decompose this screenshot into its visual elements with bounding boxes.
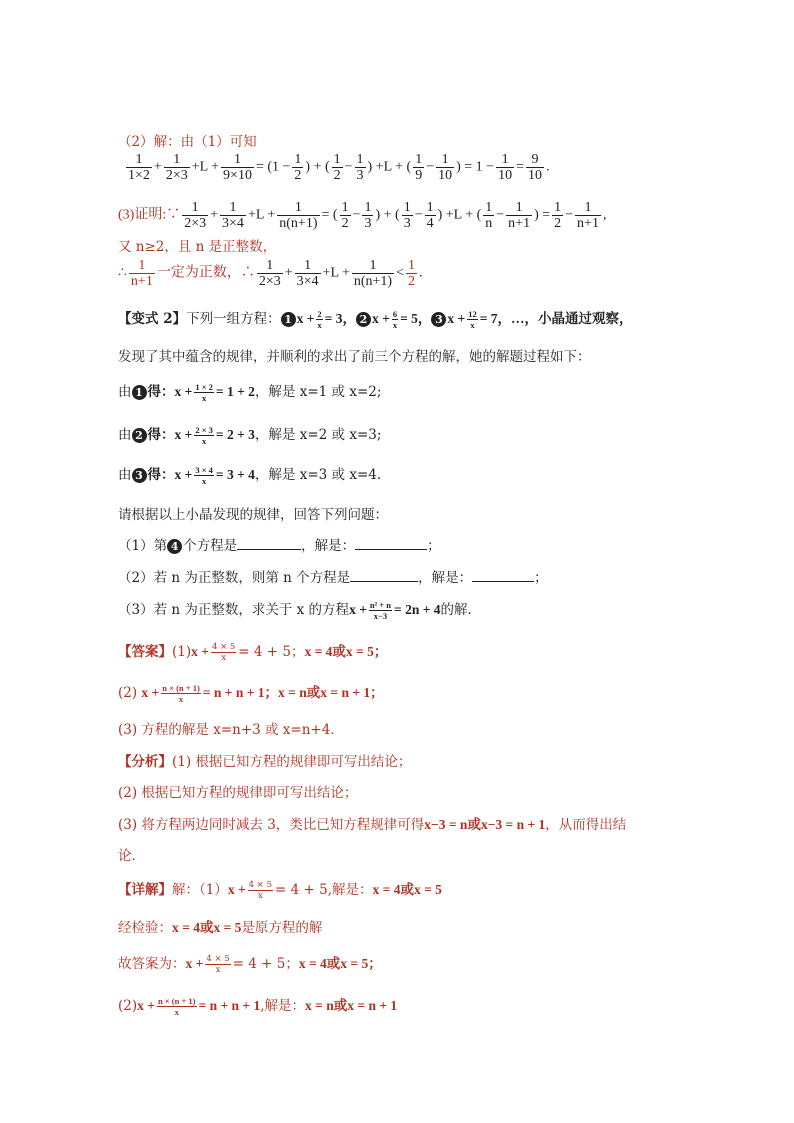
circled-number-icon: 2 [132,428,147,443]
fraction: $\frac{12}{x}$ [468,309,477,330]
fraction: $\frac{2 \times 3}{x}$ [195,425,213,446]
ask: 请根据以上小晶发现的规律，回答下列问题： [118,507,388,523]
fraction: $\frac{1}{9}$ [415,152,423,183]
fraction: $\frac{1}{3}$ [364,200,372,231]
fraction: $\frac{1}{2\times 3}$ [258,258,281,289]
fraction: $\frac{1}{2\times 3}$ [184,200,207,231]
frac: $\frac{1}{1\times 2}$ [128,152,150,183]
detail-3: 故答案为：x + $\frac{4 \times 5}{x}$ = 4 + 5；x = 4或x = 5； [118,954,382,975]
answer-1: 【答案】(1)x + $\frac{4 \times 5}{x}$ = 4 + 5；x = 4或x = 5； [118,642,388,663]
fraction: $\frac{3 \times 4}{x}$ [195,465,213,486]
circled-number-icon: 1 [281,312,296,327]
fraction: $\frac{1}{n(n+1)}$ [279,200,318,231]
question-1: （1）第 4 个方程是 ，解是： ； [118,535,441,556]
fraction: $\frac{1}{n+1}$ [130,258,153,289]
fraction: $\frac{1}{3}$ [356,152,364,183]
question-3: （3）若 n 为正整数，求关于 x 的方程x + $\frac{\text{n² + n}}{x-3}$ = 2n + 4的解． [118,600,482,621]
fraction: $\frac{1}{3}$ [403,200,411,231]
fraction: $\frac{\text{n² + n}}{x-3}$ [369,600,391,621]
fraction: $\frac{1}{3\times 4}$ [296,258,319,289]
answer-3: (3) 方程的解是 x=n+3 或 x=n+4． [118,722,344,738]
fraction: $\frac{1}{2}$ [408,258,416,289]
fraction: $\frac{1}{2\times 3}$ [165,152,188,183]
fraction: $\frac{n \times (n + 1)}{x}$ [157,996,196,1017]
analysis-1: 【分析】(1) 根据已知方程的规律即可写出结论； [118,754,412,770]
fraction: $\frac{1}{2}$ [294,152,302,183]
fraction: $\frac{n \times (n + 1)}{x}$ [162,683,200,704]
analysis-3: (3) 将方程两边同时减去 3，类比已知方程规律可得x−3 = n或x−3 = n + 1，从而得出结 [118,817,627,833]
circled-number-icon: 1 [132,385,147,400]
fraction: $\frac{4 \times 5}{x}$ [248,880,273,901]
fraction: $\frac{1}{4}$ [426,200,434,231]
fraction: $\frac{9}{10}$ [527,152,542,183]
fraction: $\frac{1 \times 2}{x}$ [195,382,213,403]
fraction: $\frac{1}{n+1}$ [508,200,531,231]
part2-equation: $\frac{1}{1\times 2}$ + $\frac{1}{2\times 3}$ +L + $\frac{1}{9\times 10}$ = (1 − $\frac{1}{2}$ ) + ( $\frac{1}{2}$ − $\frac{1}{3}$ ) +L + ( $\frac{1}{9}$ − $\frac{1}{10}$ ) = 1 − $\frac{1}{10}$ = $\frac{9}{10}$ . [128,152,550,183]
variant-question-line1: 【变式 2】下列一组方程： 1 x + $\frac{2}{x}$ = 3， 2 x + $\frac{6}{x}$ = 5， 3 x + $\frac{12}{x}$ = 7，…，小晶通过观察， [118,309,633,330]
detail-1: 【详解】解：（1）x + $\frac{4 \times 5}{x}$ = 4 + 5,解是：x = 4或x = 5 [118,880,442,901]
step-1: 由 1 得：x + $\frac{1 \times 2}{x}$ = 1 + 2，解是 x=1 或 x=2; [118,382,382,403]
fraction: $\frac{1}{n+1}$ [577,200,599,231]
fraction: $\frac{1}{2}$ [341,200,349,231]
circled-number-icon: 2 [356,312,371,327]
answer-blank [355,535,427,550]
fraction: $\frac{6}{x}$ [392,309,398,330]
fraction: $\frac{2}{x}$ [317,309,322,330]
part3-proof: (3)证明:∵ $\frac{1}{2\times 3}$ + $\frac{1}{3\times 4}$ +L + $\frac{1}{n(n+1)}$ = ( $\frac{1}{2}$ − $\frac{1}{3}$ ) + ( $\frac{1}{3}$ − $\frac{1}{4}$ ) +L + ( $\frac{1}{n}$ − $\frac{1}{n+1}$ ) = $\frac{1}{2}$ − $\frac{1}{n+1}$ , [118,200,607,231]
fraction: $\frac{1}{9\times 10}$ [223,152,252,183]
circled-number-icon: 3 [132,468,147,483]
fraction: $\frac{1}{10}$ [498,152,513,183]
analysis-2: (2) 根据已知方程的规律即可写出结论； [118,785,358,801]
answer-blank [472,567,534,582]
answer-blank [350,567,418,582]
fraction: $\frac{4 \times 5}{x}$ [211,642,236,663]
fraction: $\frac{1}{2}$ [554,200,562,231]
part3-note: 又 n≥2，且 n 是正整数， [118,239,277,255]
step-3: 由 3 得：x + $\frac{3 \times 4}{x}$ = 3 + 4，解是 x=3 或 x=4. [118,465,382,486]
variant-question-line2: 发现了其中蕴含的规律，并顺利的求出了前三个方程的解，她的解题过程如下： [118,349,591,365]
fraction: $\frac{4 \times 5}{x}$ [206,954,230,975]
fraction: $\frac{1}{10}$ [438,152,453,183]
fraction: $\frac{1}{2}$ [333,152,341,183]
answer-blank [237,535,301,550]
detail-4: (2)x + $\frac{n \times (n + 1)}{x}$ = n + n + 1,解是：x = n或x = n + 1 [118,996,398,1017]
part2-intro: （2）解：由（1）可知 [118,134,257,150]
question-2: （2）若 n 为正整数，则第 n 个方程是 ，解是： ； [118,567,548,588]
circled-number-icon: 4 [167,539,182,554]
fraction: $\frac{1}{n}$ [485,200,493,231]
fraction: $\frac{1}{3\times 4}$ [222,200,244,231]
analysis-4: 论． [118,848,145,864]
detail-2: 经检验：x = 4或x = 5是原方程的解 [118,920,323,936]
answer-2: (2) x + $\frac{n \times (n + 1)}{x}$ = n + n + 1；x = n或x = n + 1； [118,683,384,704]
circled-number-icon: 3 [431,312,446,327]
step-2: 由 2 得：x + $\frac{2 \times 3}{x}$ = 2 + 3，解是 x=2 或 x=3; [118,425,382,446]
part3-conclusion: ∴ $\frac{1}{n+1}$ 一定为正数，∴ $\frac{1}{2\times 3}$ + $\frac{1}{3\times 4}$ +L + $\frac{1}{n(n+1)}$ < $\frac{1}{2}$ . [118,258,423,289]
fraction: $\frac{1}{n(n+1)}$ [353,258,393,289]
